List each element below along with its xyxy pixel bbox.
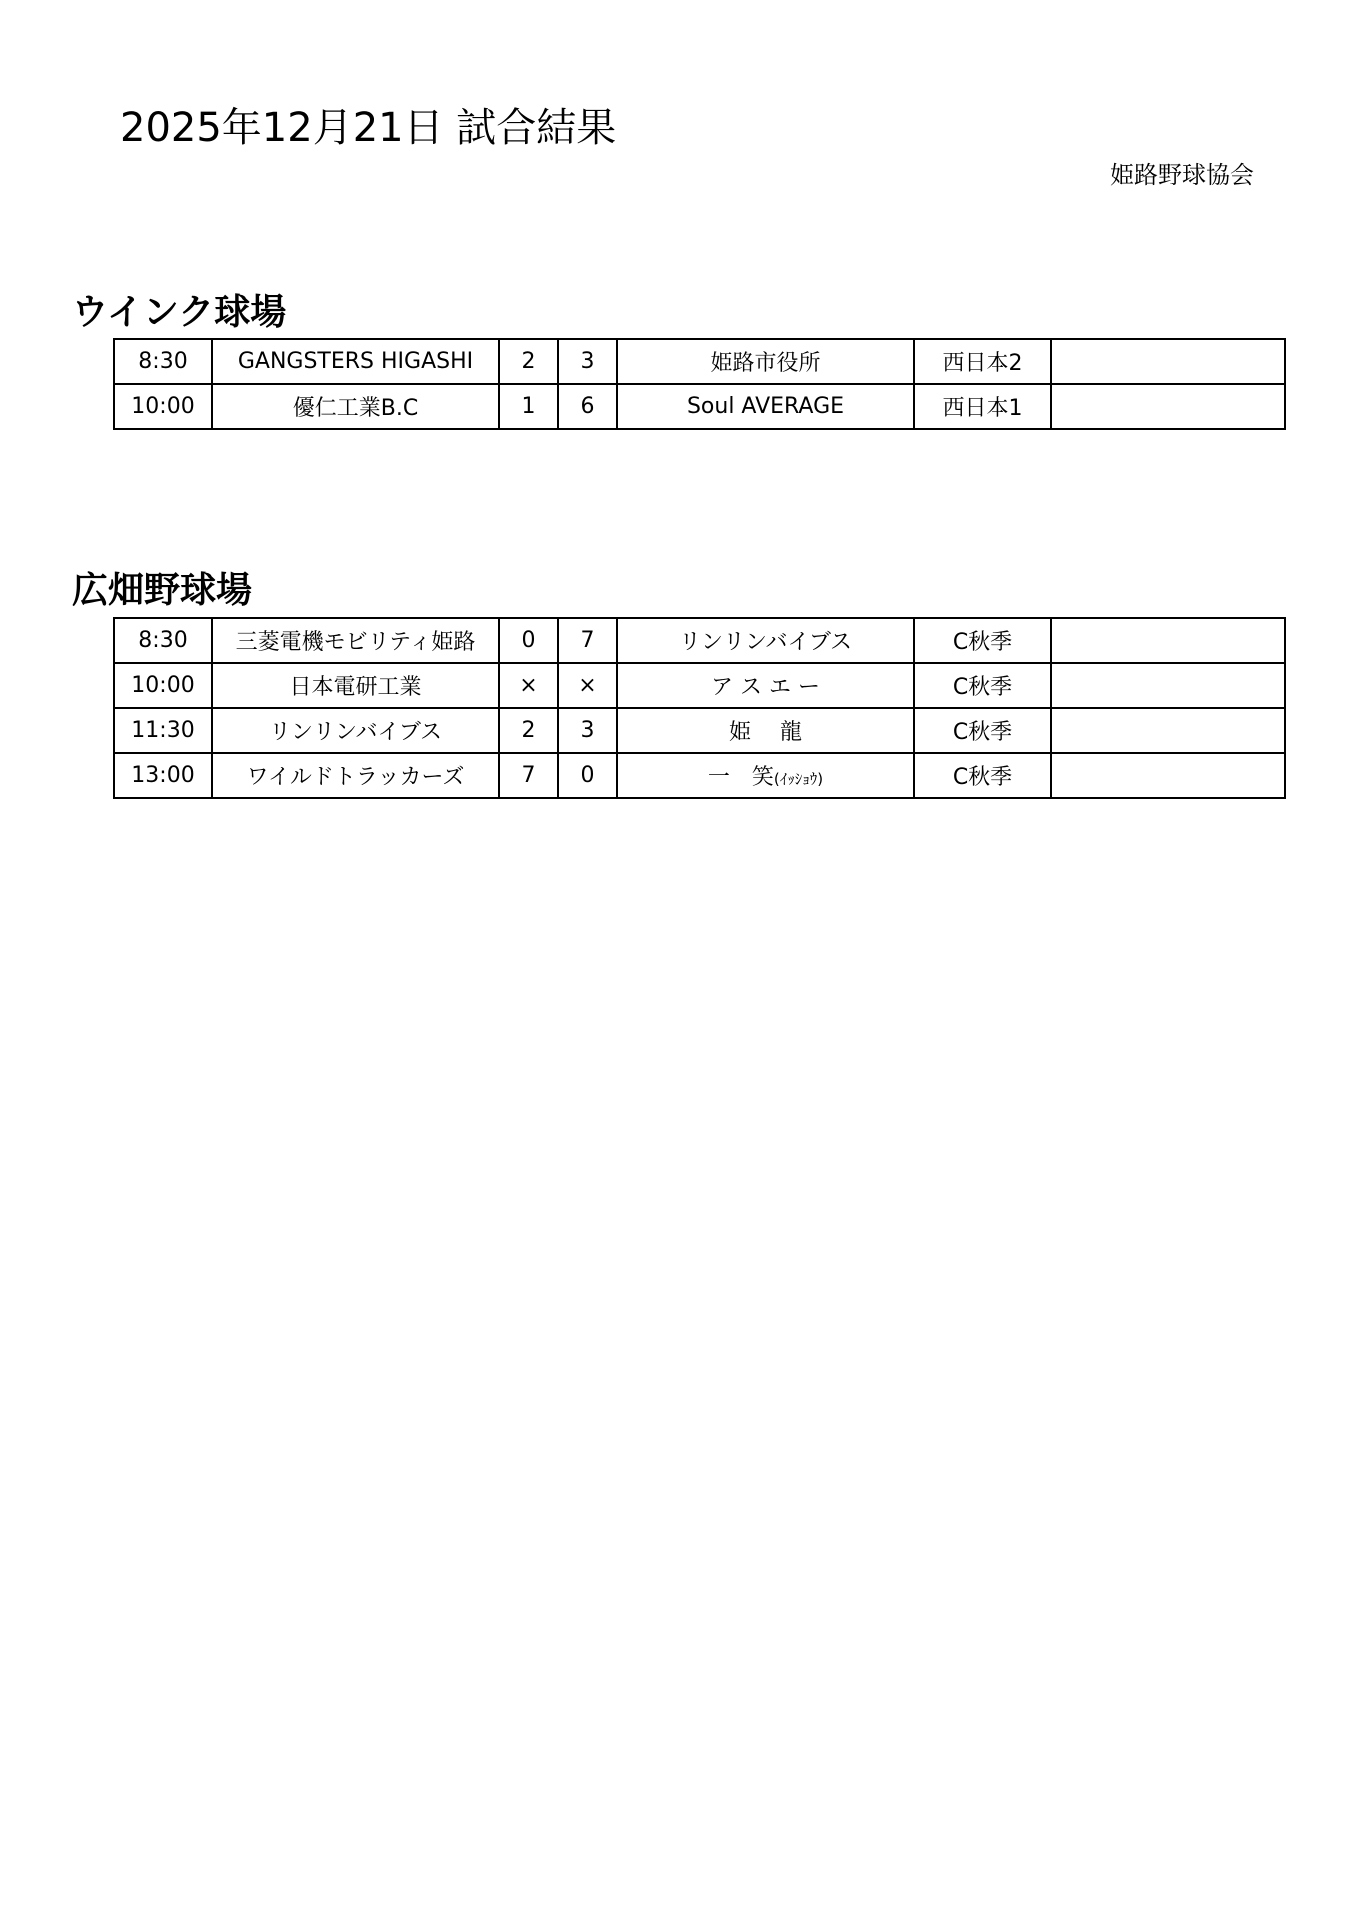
away-team — [617, 384, 914, 429]
game-time: 8:30 — [114, 618, 212, 663]
league: C秋季 — [914, 663, 1051, 708]
results-table — [113, 338, 1286, 430]
away-team-name: Soul AVERAGE — [686, 394, 845, 419]
table-row — [114, 618, 1285, 663]
home-score: 1 — [499, 384, 558, 429]
venue-title: 広畑野球場 — [72, 570, 253, 611]
away-score: × — [558, 663, 617, 708]
remarks — [1051, 708, 1285, 753]
away-team — [617, 618, 914, 663]
page-title: 2025年12月21日 試合結果 — [120, 105, 617, 151]
game-time: 8:30 — [114, 339, 212, 384]
away-team-reading: (ｲｯｼｮｳ) — [773, 770, 824, 788]
table-row — [114, 708, 1285, 753]
home-team: 三菱電機モビリティ姫路 — [212, 618, 499, 663]
home-score: 2 — [499, 339, 558, 384]
home-score: × — [499, 663, 558, 708]
league: 西日本1 — [914, 384, 1051, 429]
home-team: GANGSTERS HIGASHI — [212, 339, 499, 384]
league: 西日本2 — [914, 339, 1051, 384]
remarks — [1051, 618, 1285, 663]
home-score: 7 — [499, 753, 558, 798]
away-score: 7 — [558, 618, 617, 663]
home-team: 日本電研工業 — [212, 663, 499, 708]
game-time: 11:30 — [114, 708, 212, 753]
away-score: 3 — [558, 339, 617, 384]
league: C秋季 — [914, 708, 1051, 753]
away-score: 0 — [558, 753, 617, 798]
game-time: 10:00 — [114, 663, 212, 708]
remarks — [1051, 663, 1285, 708]
home-team: 優仁工業B.C — [212, 384, 499, 429]
league: C秋季 — [914, 618, 1051, 663]
away-team-name: ア ス エ ー — [711, 675, 820, 700]
game-time: 13:00 — [114, 753, 212, 798]
table-row — [114, 753, 1285, 798]
remarks — [1051, 339, 1285, 384]
table-row — [114, 384, 1285, 429]
away-team-name: 姫 龍 — [729, 720, 802, 745]
league: C秋季 — [914, 753, 1051, 798]
away-team — [617, 339, 914, 384]
home-team: ワイルドトラッカーズ — [212, 753, 499, 798]
results-table — [113, 617, 1286, 799]
away-score: 3 — [558, 708, 617, 753]
table-row — [114, 339, 1285, 384]
away-team — [617, 753, 914, 798]
away-team — [617, 708, 914, 753]
remarks — [1051, 384, 1285, 429]
home-team: リンリンバイブス — [212, 708, 499, 753]
venue-title: ウインク球場 — [72, 292, 287, 333]
table-row — [114, 663, 1285, 708]
away-score: 6 — [558, 384, 617, 429]
home-score: 2 — [499, 708, 558, 753]
remarks — [1051, 753, 1285, 798]
away-team-name: リンリンバイブス — [679, 630, 852, 655]
away-team-name: 姫路市役所 — [710, 351, 821, 376]
away-team-name: 一 笑 — [707, 765, 774, 790]
home-score: 0 — [499, 618, 558, 663]
away-team — [617, 663, 914, 708]
organizer-name: 姫路野球協会 — [1110, 161, 1254, 189]
game-time: 10:00 — [114, 384, 212, 429]
